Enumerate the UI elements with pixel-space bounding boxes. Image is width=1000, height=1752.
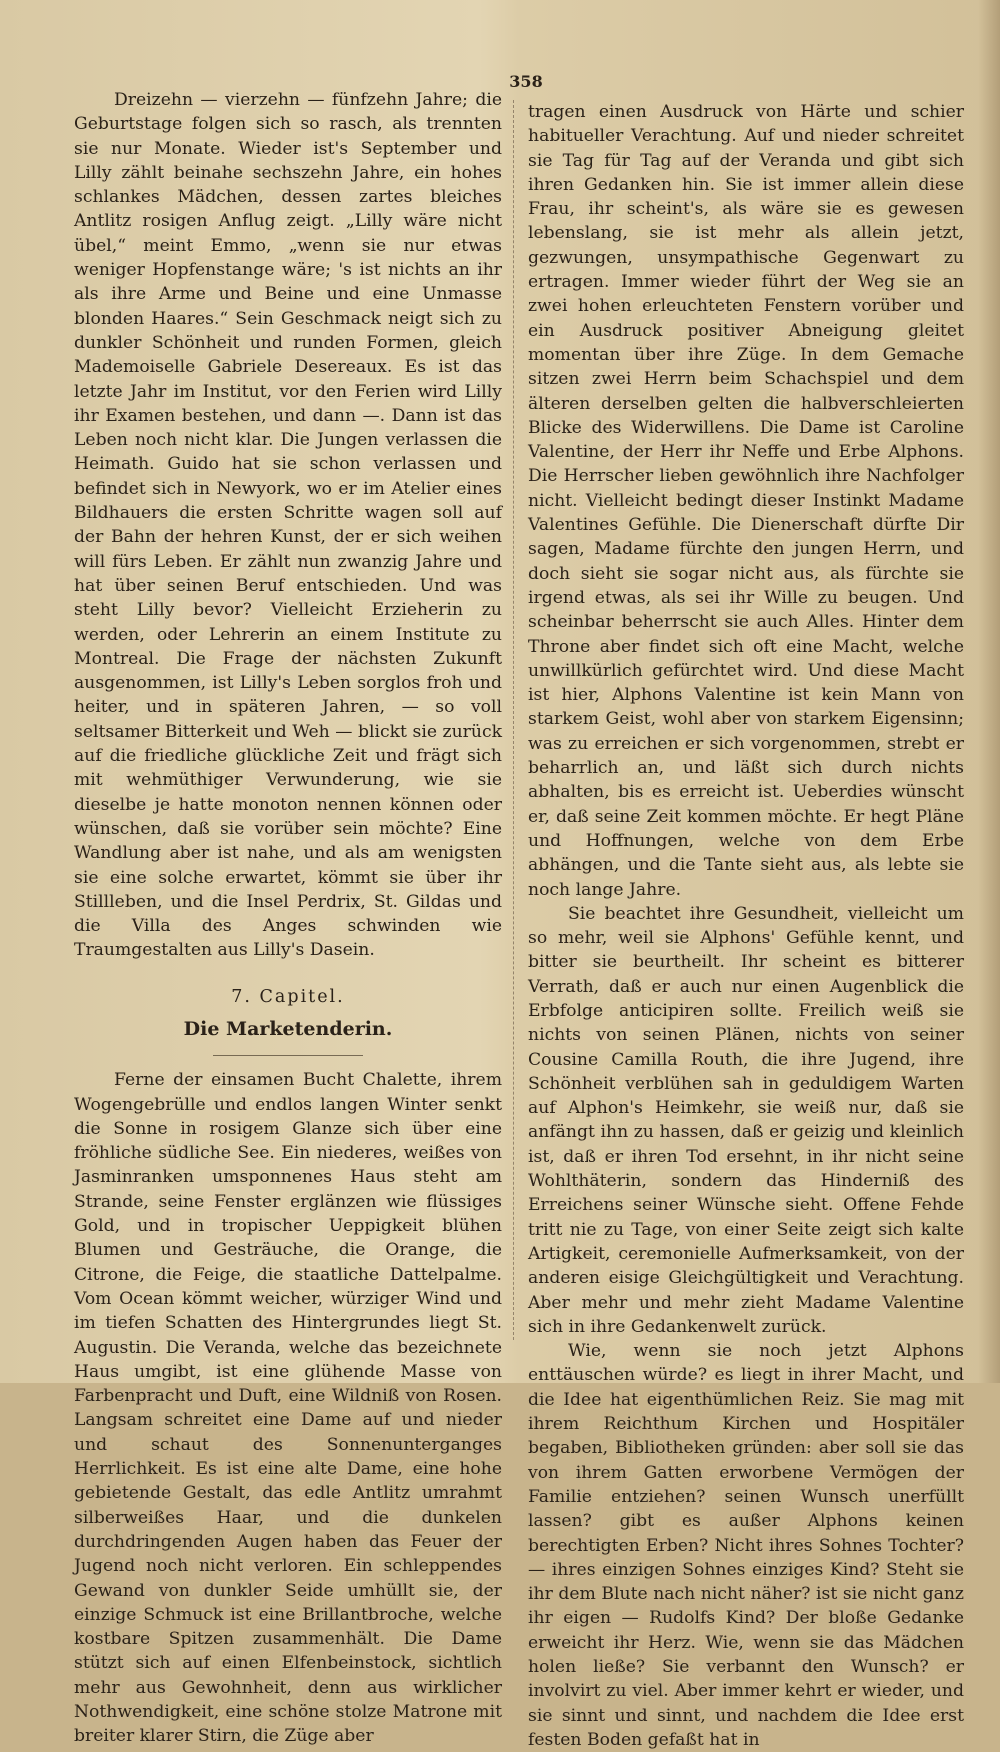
right-paragraph-1: tragen einen Ausdruck von Härte und schier habitueller Verachtung. Auf und nieder schreitet sie Tag für Tag auf der Veranda und gibt sich ihren Gedanken hin. Sie ist immer allein diese Frau, ihr scheint's, als wäre sie es gewesen lebenslang, sie ist mehr als allein jetzt, gezwungen, unsympathische Gegenwart zu ertragen. Immer wieder führt der Weg sie an zwei hohen erleuchteten Fenstern vorüber und ein Ausdruck positiver Abneigung gleitet momentan über ihre Züge. In dem Gemache sitzen zwei Herrn beim Schachspiel und dem älteren derselben gelten die halbverschleierten Blicke des Widerwillens. Die Dame ist Caroline Valentine, der Herr ihr Neffe und Erbe Alphons. Die Herrscher lieben gewöhnlich ihre Nachfolger nicht. Vielleicht bedingt dieser Instinkt Madame Valentines Gefühle. Die Dienerschaft dürfte Dir sagen, Madame fürchte den jungen Herrn, und doch sieht sie sogar nicht aus, als fürchte sie irgend etwas, als sei ihr Wille zu beugen. Und scheinbar beherrscht sie auch Alles. Hinter dem Throne aber findet sich oft eine Macht, welche unwillkürlich gefürchtet wird. Und diese Macht ist hier, Alphons Valentine ist kein Mann von starkem Geist, wohl aber von starkem Eigensinn; was zu erreichen er sich vorgenommen, strebt er beharrlich an, und läßt sich durch nichts abhalten, bis es erreicht ist. Ueberdies wünscht er, daß seine Zeit kommen möchte. Er hegt Pläne und Hoffnungen, welche von dem Erbe abhängen, und die Tante sieht aus, als lebte sie noch lange Jahre. [528,102,964,900]
chapter-title: Die Marketenderin. [183,1017,393,1040]
column-divider [513,100,514,1340]
title-divider [213,1055,363,1056]
chapter-number: 7. Capitel. [231,986,345,1007]
left-column [74,88,502,1749]
left-paragraph-2: Ferne der einsamen Bucht Chalette, ihrem Wogengebrülle und endlos langen Winter senkt die Sonne in rosigem Glanze sich über eine fröhliche südliche See. Ein niederes, weißes von Jasminranken umsponnenes Haus steht am Strande, seine Fenster erglänzen wie flüssiges Gold, und in tropischer Ueppigkeit blühen Blumen und Gesträuche, die Orange, die Citrone, die Feige, die staatliche Dattelpalme. Vom Ocean kömmt weicher, würziger Wind und im tiefen Schatten des Hintergrundes liegt St. Augustin. Die Veranda, welche das bezeichnete Haus umgibt, ist eine glühende Masse von Farbenpracht und Duft, eine Wildniß von Rosen. Langsam schreitet eine Dame auf und nieder und schaut des Sonnenunterganges Herrlichkeit. Es ist eine alte Dame, eine hohe gebietende Gestalt, das edle Antlitz umrahmt silberweißes Haar, und die dunkelen durchdringenden Augen haben das Feuer der Jugend noch nicht verloren. Ein schleppendes Gewand von dunkler Seide umhüllt sie, der einzige Schmuck ist eine Brillantbroche, welche kostbare Spitzen zusammenhält. Die Dame stützt sich auf einen Elfenbeinstock, sichtlich mehr aus Gewohnheit, denn aus wirklicher Nothwendigkeit, eine schöne stolze Matrone mit breiter klarer Stirn, die Züge aber [74,1070,502,1747]
left-paragraph-1: Dreizehn — vierzehn — fünfzehn Jahre; die Geburtstage folgen sich so rasch, als trennten sie nur Monate. Wieder ist's September und Lilly zählt beinahe sechszehn Jahre, ein hohes schlankes Mädchen, dessen zartes bleiches Antlitz rosigen Anflug zeigt. „Lilly wäre nicht übel,“ meint Emmo, „wenn sie nur etwas weniger Hopfenstange wäre; 's ist nichts an ihr als ihre Arme und Beine und eine Unmasse blonden Haares.“ Sein Geschmack neigt sich zu dunkler Schönheit und runden Formen, gleich Mademoiselle Gabriele Desereaux. Es ist das letzte Jahr im Institut, vor den Ferien wird Lilly ihr Examen bestehen, und dann —. Dann ist das Leben noch nicht klar. Die Jungen verlassen die Heimath. Guido hat sie schon verlassen und befindet sich in Newyork, wo er im Atelier eines Bildhauers die ersten Schritte wagen soll auf der Bahn der hehren Kunst, der er sich weihen will fürs Leben. Er zählt nun zwanzig Jahre und hat über seinen Beruf entschieden. Und was steht Lilly bevor? Vielleicht Erzieherin zu werden, oder Lehrerin an einem Institute zu Montreal. Die Frage der nächsten Zukunft ausgenommen, ist Lilly's Leben sorglos froh und heiter, und in späteren Jahren, — so voll seltsamer Bitterkeit und Weh — blickt sie zurück auf die friedliche glückliche Zeit und frägt sich mit wehmüthiger Verwunderung, wie sie dieselbe je hatte monoton nennen können oder wünschen, daß sie vorüber sein möchte? Eine Wandlung aber ist nahe, und als am wenigsten sie eine solche erwartet, kömmt sie über ihr Stillleben, und die Insel Perdrix, St. Gildas und die Villa des Anges schwinden wie Traumgestalten aus Lilly's Dasein. [74,90,502,961]
right-paragraph-2: Sie beachtet ihre Gesundheit, vielleicht um so mehr, weil sie Alphons' Gefühle kennt, und bitter sie beurtheilt. Ihr scheint es bitterer Verrath, daß er auch nur einen Augenblick die Erbfolge anticipiren sollte. Freilich weiß sie nichts von seinen Plänen, nichts von seiner Cousine Camilla Routh, die ihre Jugend, ihre Schönheit verblühen sah in geduldigem Warten auf Alphon's Heimkehr, sie weiß nur, daß sie anfängt ihn zu hassen, daß er geizig und kleinlich ist, daß er ihren Tod ersehnt, in ihr nicht seine Wohlthäterin, sondern das Hinderniß des Erreichens seiner Wünsche sieht. Offene Fehde tritt nie zu Tage, von einer Seite zeigt sich kalte Artigkeit, ceremonielle Aufmerksamkeit, von der anderen eisige Gleichgültigkeit und Verachtung. Aber mehr und mehr zieht Madame Valentine sich in ihre Gedankenwelt zurück. [528,903,964,1337]
page-number: 358 [509,72,543,91]
page-edge-shadow [978,0,1000,1383]
right-paragraph-3: Wie, wenn sie noch jetzt Alphons enttäuschen würde? es liegt in ihrer Macht, und die Idee hat eigenthümlichen Reiz. Sie mag mit ihrem Reichthum Kirchen und Hospitäler begaben, Bibliotheken gründen: aber soll sie das von ihrem Gatten erworbene Vermögen der Familie entziehen? seinen Wunsch unerfüllt lassen? gibt es außer Alphons keinen berechtigten Erben? Nicht ihres Sohnes Tochter? — ihres einzigen Sohnes einziges Kind? Steht sie ihr dem Blute nach nicht näher? ist sie nicht ganz ihr eigen — Rudolfs Kind? Der bloße Gedanke erweicht ihr Herz. Wie, wenn sie das Mädchen holen ließe? Sie verbannt den Wunsch? er involvirt zu viel. Aber immer kehrt er wieder, und sie sinnt und sinnt, und nachdem die Idee erst festen Boden gefaßt hat in [528,1341,964,1750]
right-column [528,100,964,1752]
